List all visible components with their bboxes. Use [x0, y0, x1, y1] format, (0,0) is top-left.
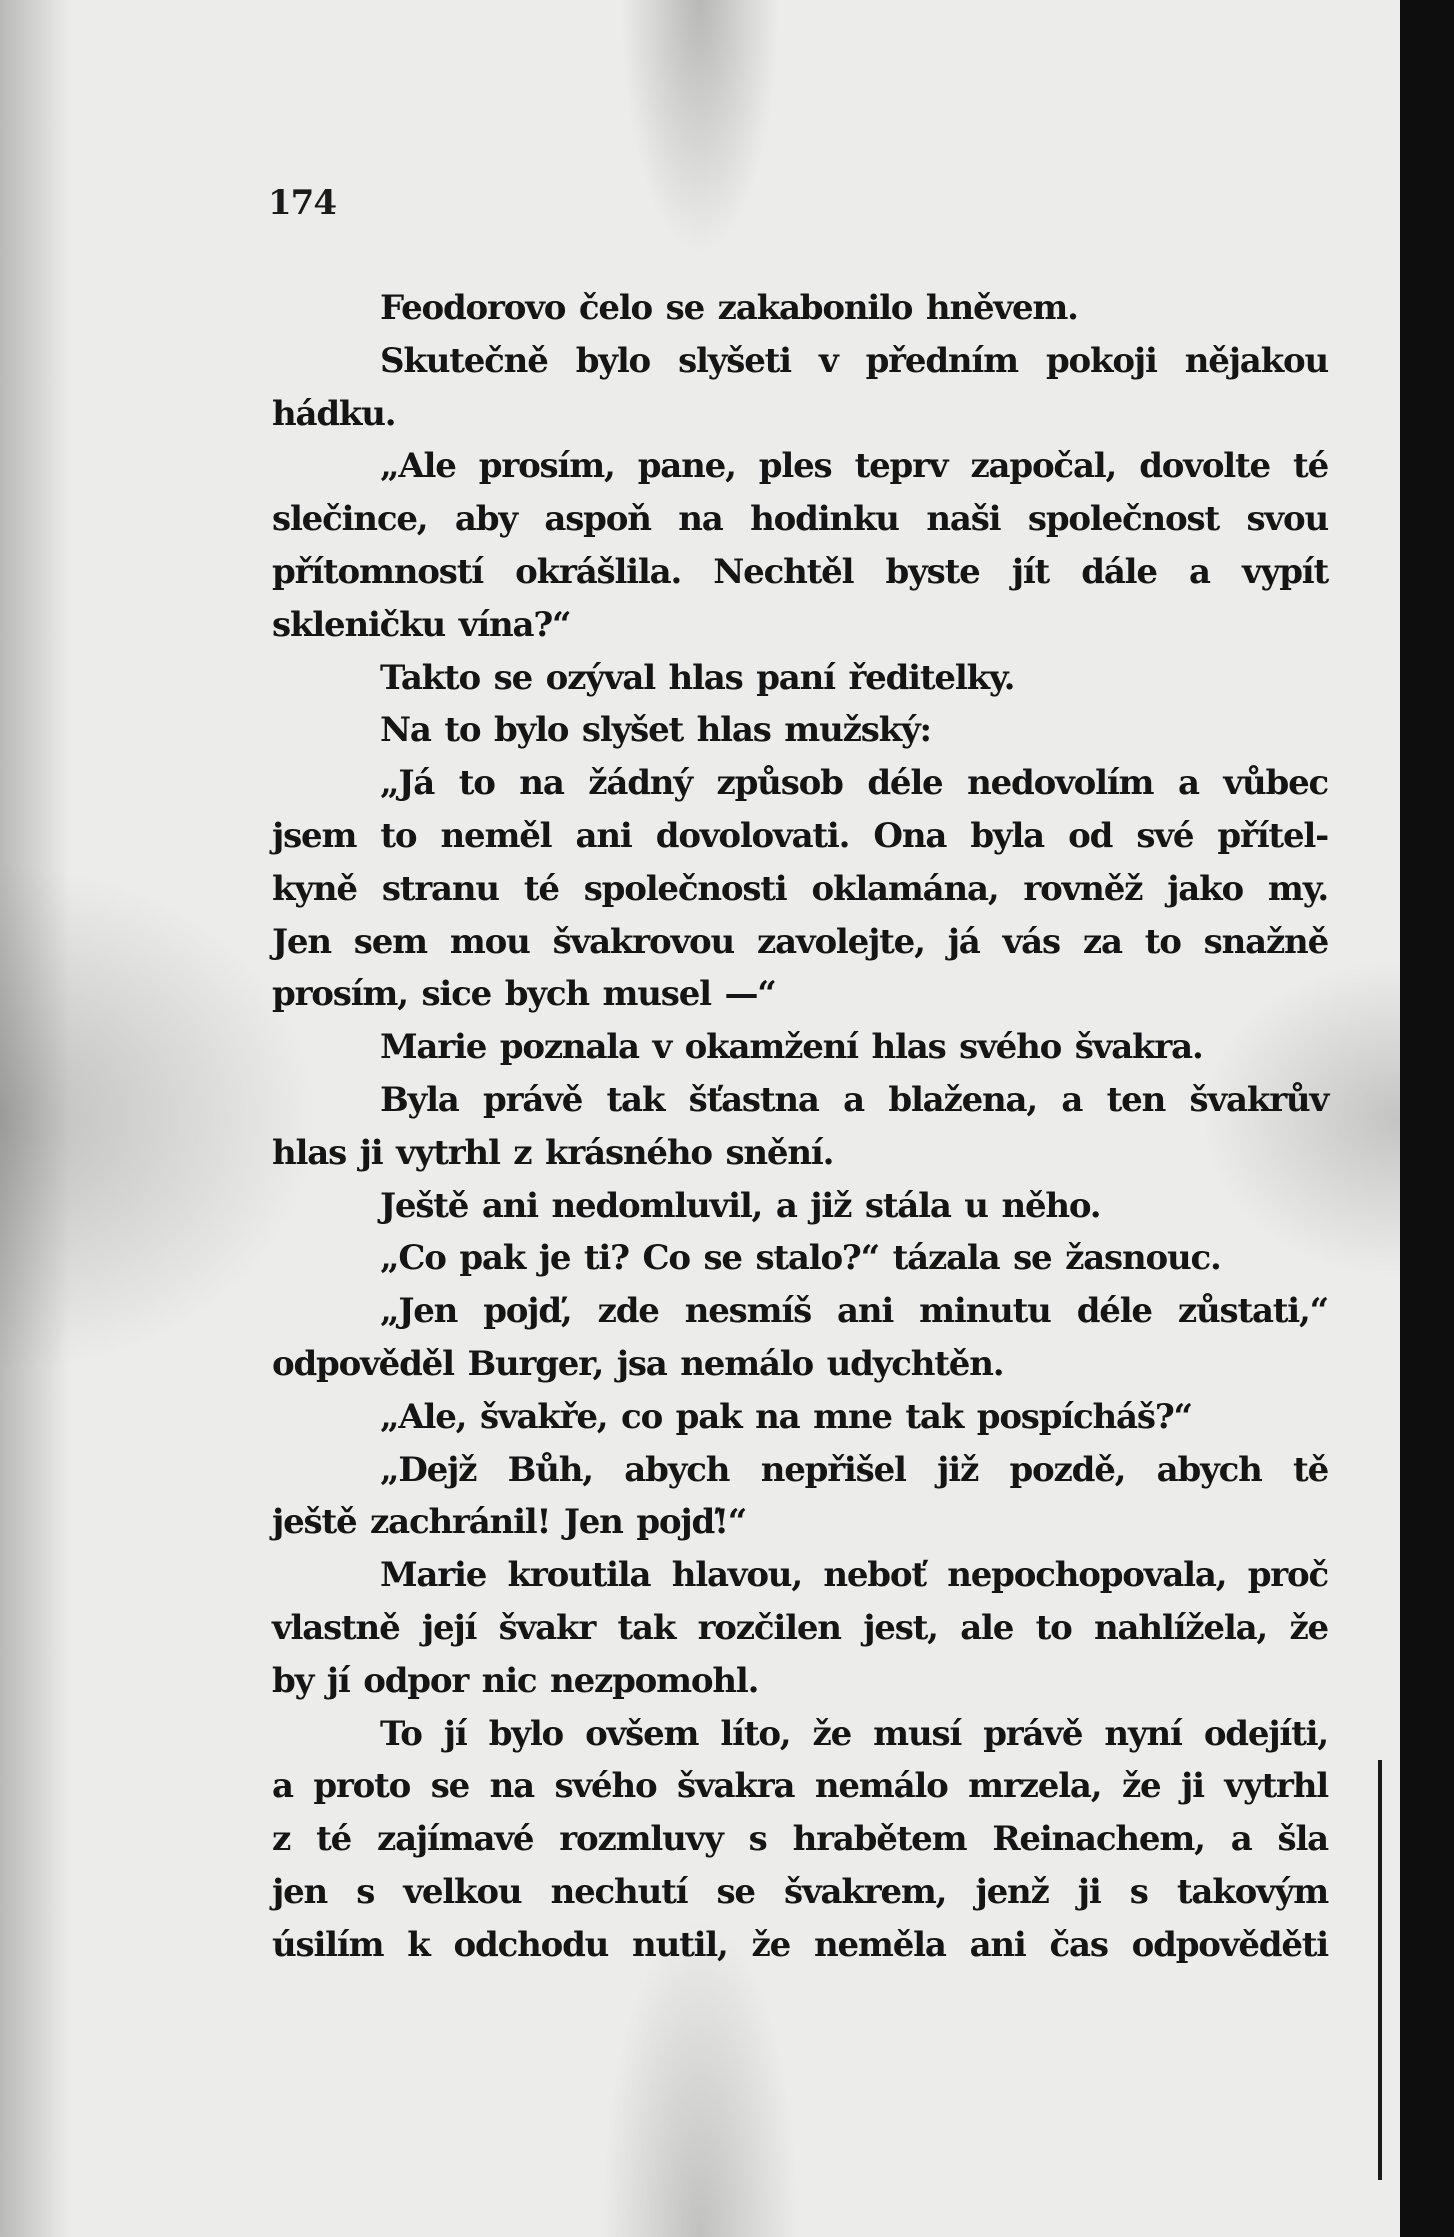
- text-line: To jí bylo ovšem líto, že musí právě nyní odejíti,: [380, 1713, 1328, 1754]
- text-line: „Já to na žádný způsob déle nedovolím a vůbec: [380, 763, 1328, 804]
- text-line: Feodorovo čelo se zakabonilo hněvem.: [380, 288, 1078, 328]
- text-line: Marie kroutila hlavou, neboť nepochopovala, proč: [380, 1555, 1328, 1596]
- text-line: jsem to neměl ani dovolovati. Ona byla od své přítel-: [272, 815, 1328, 856]
- text-line: kyně stranu té společnosti oklamána, rovněž jako my.: [272, 868, 1328, 909]
- text-line: Ještě ani nedomluvil, a již stála u něho.: [380, 1185, 1101, 1226]
- text-line: vlastně její švakr tak rozčilen jest, ale to nahlížela, že: [272, 1607, 1328, 1648]
- text-line: Marie poznala v okamžení hlas svého švakra.: [380, 1027, 1203, 1068]
- right-margin-rule: [1378, 1760, 1382, 2180]
- text-line: odpověděl Burger, jsa nemálo udychtěn.: [272, 1343, 1004, 1384]
- text-line: přítomností okrášlila. Nechtěl byste jít dále a vypít: [272, 551, 1328, 592]
- text-line: „Dejž Bůh, abych nepřišel již pozdě, abych tě: [380, 1449, 1328, 1490]
- text-line: jen s velkou nechutí se švakrem, jenž ji s takovým: [272, 1871, 1328, 1912]
- text-line: „Jen pojď, zde nesmíš ani minutu déle zůstati,“: [380, 1291, 1328, 1332]
- text-line: z té zajímavé rozmluvy s hrabětem Reinachem, a šla: [272, 1819, 1328, 1860]
- text-line: skleničku vína?“: [272, 604, 571, 645]
- page-number: 174: [268, 183, 336, 223]
- body-text: [272, 282, 1328, 1972]
- text-line: Takto se ozýval hlas paní ředitelky.: [380, 657, 1015, 698]
- text-line: hádku.: [272, 393, 396, 434]
- text-line: prosím, sice bych musel —“: [272, 974, 776, 1015]
- text-line: a proto se na svého švakra nemálo mrzela, že ji vytrhl: [272, 1766, 1328, 1807]
- text-line: hlas ji vytrhl z krásného snění.: [272, 1132, 834, 1173]
- page-edge-shadow: [0, 0, 70, 2237]
- text-line: Jen sem mou švakrovou zavolejte, já vás za to snažně: [272, 921, 1328, 962]
- text-line: Na to bylo slyšet hlas mužský:: [380, 710, 931, 751]
- text-line: ještě zachránil! Jen pojď!“: [272, 1502, 747, 1543]
- text-line: „Ale prosím, pane, ples teprv započal, dovolte té: [380, 446, 1328, 487]
- text-line: Byla právě tak šťastna a blažena, a ten švakrův: [380, 1079, 1328, 1120]
- text-line: „Co pak je ti? Co se stalo?“ tázala se žasnouc.: [380, 1238, 1221, 1279]
- text-line: úsilím k odchodu nutil, že neměla ani čas odpověděti: [272, 1924, 1328, 1965]
- text-line: by jí odpor nic nezpomohl.: [272, 1660, 759, 1701]
- text-line: „Ale, švakře, co pak na mne tak pospícháš?“: [380, 1396, 1192, 1437]
- text-line: slečince, aby aspoň na hodinku naši společnost svou: [272, 499, 1328, 540]
- text-line: Skutečně bylo slyšeti v předním pokoji nějakou: [380, 340, 1328, 381]
